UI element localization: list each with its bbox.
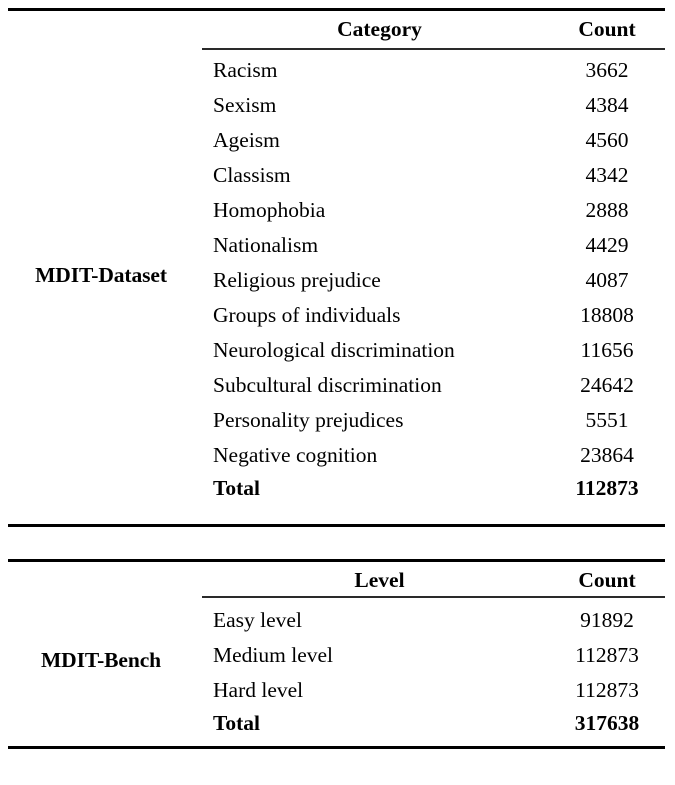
column-header-level: Level — [354, 568, 405, 592]
row-label: Ageism — [213, 128, 280, 152]
table-row — [202, 88, 665, 123]
header-rule — [202, 596, 665, 598]
table-row — [202, 158, 665, 193]
table-row — [202, 603, 665, 638]
table-row — [202, 673, 665, 708]
row-count: 2888 — [585, 198, 629, 222]
table-header-row — [202, 12, 665, 47]
table-row — [202, 638, 665, 673]
row-count: 4342 — [585, 163, 629, 187]
row-label: Hard level — [213, 678, 304, 702]
row-label: Neurological discrimination — [213, 338, 455, 362]
row-label: Religious prejudice — [213, 268, 381, 292]
row-count: 18808 — [580, 303, 634, 327]
row-label: Homophobia — [213, 198, 326, 222]
table-total-row — [202, 706, 665, 741]
top-rule — [8, 8, 665, 11]
bottom-rule — [8, 746, 665, 749]
row-label: Classism — [213, 163, 291, 187]
table-row — [202, 228, 665, 263]
table-row — [202, 263, 665, 298]
row-count: 3662 — [585, 58, 629, 82]
row-count: 11656 — [580, 338, 634, 362]
row-label: Groups of individuals — [213, 303, 401, 327]
row-group-label-mdit-bench: MDIT-Bench — [40, 648, 162, 672]
total-count: 317638 — [574, 711, 640, 735]
table-row — [202, 333, 665, 368]
row-count: 91892 — [580, 608, 634, 632]
table-row — [202, 193, 665, 228]
row-count: 4384 — [585, 93, 629, 117]
table-row — [202, 438, 665, 473]
total-label: Total — [213, 711, 260, 735]
row-label: Easy level — [213, 608, 302, 632]
row-count: 23864 — [580, 443, 634, 467]
row-count: 112873 — [575, 678, 639, 702]
row-label: Nationalism — [213, 233, 319, 257]
row-count: 4087 — [585, 268, 629, 292]
row-label: Racism — [213, 58, 278, 82]
row-count: 5551 — [585, 408, 629, 432]
column-header-count: Count — [578, 568, 636, 592]
total-count: 112873 — [575, 476, 639, 500]
column-header-category: Category — [337, 17, 422, 41]
row-label: Medium level — [213, 643, 334, 667]
top-rule — [8, 559, 665, 562]
row-count: 112873 — [575, 643, 639, 667]
row-label: Negative cognition — [213, 443, 378, 467]
row-count: 24642 — [580, 373, 634, 397]
row-label: Subcultural discrimination — [213, 373, 442, 397]
table-total-row — [202, 471, 665, 506]
total-label: Total — [213, 476, 260, 500]
table-row — [202, 368, 665, 403]
table-row — [202, 123, 665, 158]
row-count: 4560 — [585, 128, 629, 152]
table-row — [202, 53, 665, 88]
column-header-count: Count — [578, 17, 636, 41]
row-label: Personality prejudices — [213, 408, 404, 432]
table-row — [202, 403, 665, 438]
table-row — [202, 298, 665, 333]
header-rule — [202, 48, 665, 50]
bottom-rule — [8, 524, 665, 527]
row-count: 4429 — [585, 233, 629, 257]
row-group-label-mdit-dataset: MDIT-Dataset — [35, 263, 167, 287]
table-header-row — [202, 563, 665, 598]
row-label: Sexism — [213, 93, 277, 117]
